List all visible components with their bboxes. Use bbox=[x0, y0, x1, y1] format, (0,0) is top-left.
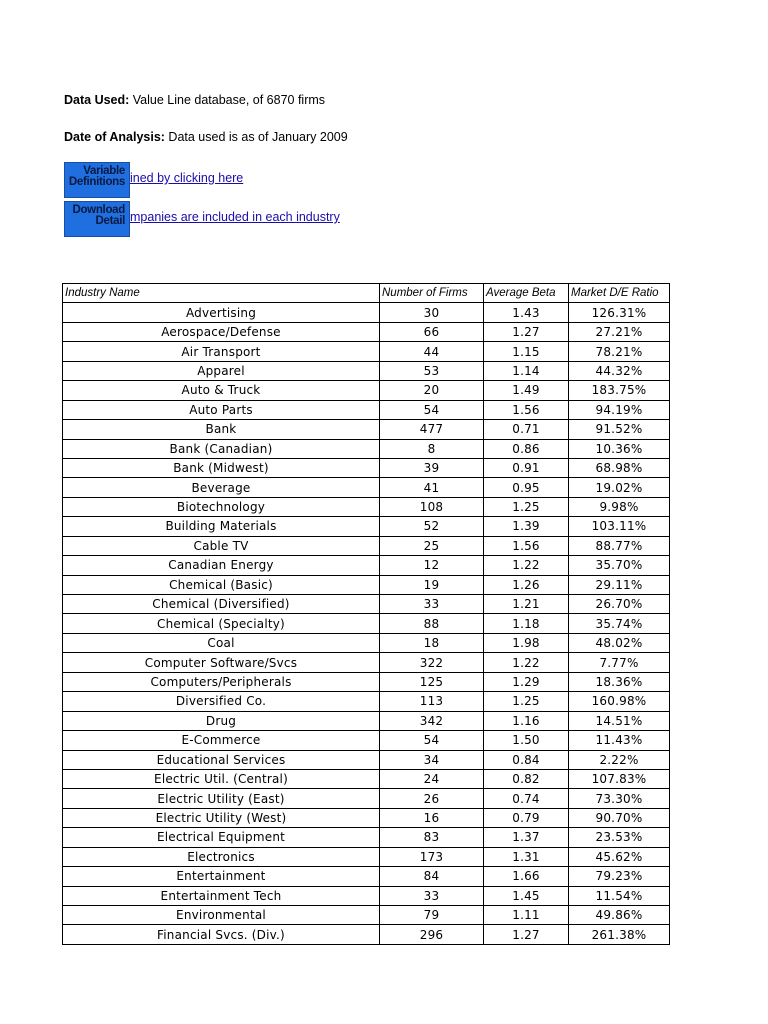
number-of-firms-cell: 30 bbox=[380, 303, 484, 322]
industry-name-cell: Educational Services bbox=[63, 750, 380, 769]
average-beta-cell: 1.27 bbox=[484, 322, 569, 341]
average-beta-cell: 1.18 bbox=[484, 614, 569, 633]
market-de-ratio-cell: 35.70% bbox=[569, 556, 670, 575]
average-beta-cell: 0.84 bbox=[484, 750, 569, 769]
table-row bbox=[63, 672, 670, 691]
industry-name-cell: Drug bbox=[63, 711, 380, 730]
table-row bbox=[63, 847, 670, 866]
industry-name-cell: Financial Svcs. (Div.) bbox=[63, 925, 380, 944]
number-of-firms-cell: 20 bbox=[380, 381, 484, 400]
download-detail-button[interactable] bbox=[64, 201, 130, 237]
date-of-analysis-line bbox=[64, 130, 348, 144]
market-de-ratio-cell: 29.11% bbox=[569, 575, 670, 594]
industry-name-cell: Electric Util. (Central) bbox=[63, 769, 380, 788]
industry-name-cell: Electric Utility (West) bbox=[63, 808, 380, 827]
average-beta-cell: 1.26 bbox=[484, 575, 569, 594]
industry-name-cell: Auto Parts bbox=[63, 400, 380, 419]
industry-name-cell: Electrical Equipment bbox=[63, 828, 380, 847]
market-de-ratio-cell: 48.02% bbox=[569, 633, 670, 652]
average-beta-cell: 1.37 bbox=[484, 828, 569, 847]
average-beta-cell: 1.98 bbox=[484, 633, 569, 652]
download-detail-link[interactable]: mpanies are included in each industry bbox=[130, 210, 340, 224]
table-row bbox=[63, 828, 670, 847]
variable-definitions-link[interactable]: ined by clicking here bbox=[130, 171, 244, 185]
data-used-label: Data Used: bbox=[64, 93, 130, 107]
table-row bbox=[63, 439, 670, 458]
industry-name-cell: Electric Utility (East) bbox=[63, 789, 380, 808]
table-row bbox=[63, 400, 670, 419]
market-de-ratio-cell: 107.83% bbox=[569, 769, 670, 788]
date-of-analysis-value: Data used is as of January 2009 bbox=[164, 130, 348, 144]
industry-name-cell: Electronics bbox=[63, 847, 380, 866]
variable-definitions-button-line1: Variable bbox=[83, 165, 125, 177]
table-row bbox=[63, 556, 670, 575]
industry-name-cell: Canadian Energy bbox=[63, 556, 380, 575]
market-de-ratio-cell: 11.43% bbox=[569, 731, 670, 750]
table-row bbox=[63, 769, 670, 788]
industry-name-cell: Bank (Midwest) bbox=[63, 458, 380, 477]
number-of-firms-cell: 296 bbox=[380, 925, 484, 944]
number-of-firms-cell: 19 bbox=[380, 575, 484, 594]
average-beta-cell: 1.39 bbox=[484, 517, 569, 536]
column-header-average-beta: Average Beta bbox=[484, 284, 569, 303]
industry-name-cell: E-Commerce bbox=[63, 731, 380, 750]
table-row bbox=[63, 478, 670, 497]
market-de-ratio-cell: 49.86% bbox=[569, 906, 670, 925]
average-beta-cell: 0.71 bbox=[484, 420, 569, 439]
table-row bbox=[63, 750, 670, 769]
number-of-firms-cell: 16 bbox=[380, 808, 484, 827]
industry-name-cell: Auto & Truck bbox=[63, 381, 380, 400]
industry-name-cell: Chemical (Diversified) bbox=[63, 595, 380, 614]
market-de-ratio-cell: 160.98% bbox=[569, 692, 670, 711]
date-of-analysis-label: Date of Analysis: bbox=[64, 130, 165, 144]
number-of-firms-cell: 39 bbox=[380, 458, 484, 477]
number-of-firms-cell: 44 bbox=[380, 342, 484, 361]
market-de-ratio-cell: 10.36% bbox=[569, 439, 670, 458]
number-of-firms-cell: 173 bbox=[380, 847, 484, 866]
average-beta-cell: 1.21 bbox=[484, 595, 569, 614]
number-of-firms-cell: 54 bbox=[380, 731, 484, 750]
market-de-ratio-cell: 183.75% bbox=[569, 381, 670, 400]
table-row bbox=[63, 886, 670, 905]
number-of-firms-cell: 88 bbox=[380, 614, 484, 633]
table-row bbox=[63, 342, 670, 361]
market-de-ratio-cell: 9.98% bbox=[569, 497, 670, 516]
market-de-ratio-cell: 73.30% bbox=[569, 789, 670, 808]
table-row bbox=[63, 906, 670, 925]
average-beta-cell: 1.16 bbox=[484, 711, 569, 730]
market-de-ratio-cell: 103.11% bbox=[569, 517, 670, 536]
industry-name-cell: Diversified Co. bbox=[63, 692, 380, 711]
number-of-firms-cell: 83 bbox=[380, 828, 484, 847]
table-row bbox=[63, 614, 670, 633]
average-beta-cell: 0.79 bbox=[484, 808, 569, 827]
number-of-firms-cell: 342 bbox=[380, 711, 484, 730]
industry-name-cell: Beverage bbox=[63, 478, 380, 497]
table-row bbox=[63, 789, 670, 808]
number-of-firms-cell: 52 bbox=[380, 517, 484, 536]
average-beta-cell: 1.56 bbox=[484, 400, 569, 419]
market-de-ratio-cell: 26.70% bbox=[569, 595, 670, 614]
industry-name-cell: Building Materials bbox=[63, 517, 380, 536]
average-beta-cell: 0.95 bbox=[484, 478, 569, 497]
number-of-firms-cell: 108 bbox=[380, 497, 484, 516]
industry-name-cell: Advertising bbox=[63, 303, 380, 322]
table-row bbox=[63, 322, 670, 341]
average-beta-cell: 0.86 bbox=[484, 439, 569, 458]
industry-name-cell: Environmental bbox=[63, 906, 380, 925]
table-row bbox=[63, 575, 670, 594]
table-row bbox=[63, 867, 670, 886]
variable-definitions-button[interactable] bbox=[64, 162, 130, 198]
average-beta-cell: 1.31 bbox=[484, 847, 569, 866]
number-of-firms-cell: 24 bbox=[380, 769, 484, 788]
number-of-firms-cell: 113 bbox=[380, 692, 484, 711]
average-beta-cell: 1.25 bbox=[484, 692, 569, 711]
table-row bbox=[63, 653, 670, 672]
industry-name-cell: Cable TV bbox=[63, 536, 380, 555]
market-de-ratio-cell: 23.53% bbox=[569, 828, 670, 847]
market-de-ratio-cell: 44.32% bbox=[569, 361, 670, 380]
table-row bbox=[63, 381, 670, 400]
table-row bbox=[63, 711, 670, 730]
number-of-firms-cell: 12 bbox=[380, 556, 484, 575]
column-header-number-of-firms: Number of Firms bbox=[380, 284, 484, 303]
average-beta-cell: 1.43 bbox=[484, 303, 569, 322]
download-detail-button-line2: Detail bbox=[95, 215, 125, 227]
industry-name-cell: Chemical (Basic) bbox=[63, 575, 380, 594]
industry-name-cell: Chemical (Specialty) bbox=[63, 614, 380, 633]
market-de-ratio-cell: 79.23% bbox=[569, 867, 670, 886]
industry-table bbox=[62, 283, 670, 945]
table-row bbox=[63, 595, 670, 614]
market-de-ratio-cell: 90.70% bbox=[569, 808, 670, 827]
average-beta-cell: 1.66 bbox=[484, 867, 569, 886]
table-row bbox=[63, 517, 670, 536]
industry-name-cell: Bank bbox=[63, 420, 380, 439]
market-de-ratio-cell: 27.21% bbox=[569, 322, 670, 341]
number-of-firms-cell: 53 bbox=[380, 361, 484, 380]
average-beta-cell: 1.15 bbox=[484, 342, 569, 361]
table-row bbox=[63, 497, 670, 516]
average-beta-cell: 1.14 bbox=[484, 361, 569, 380]
download-detail-button-line1: Download bbox=[72, 204, 125, 216]
average-beta-cell: 1.25 bbox=[484, 497, 569, 516]
table-row bbox=[63, 731, 670, 750]
industry-name-cell: Biotechnology bbox=[63, 497, 380, 516]
number-of-firms-cell: 125 bbox=[380, 672, 484, 691]
table-row bbox=[63, 692, 670, 711]
market-de-ratio-cell: 88.77% bbox=[569, 536, 670, 555]
market-de-ratio-cell: 91.52% bbox=[569, 420, 670, 439]
data-used-value: Value Line database, of 6870 firms bbox=[129, 93, 326, 107]
table-row bbox=[63, 458, 670, 477]
table-row bbox=[63, 633, 670, 652]
market-de-ratio-cell: 2.22% bbox=[569, 750, 670, 769]
industry-name-cell: Apparel bbox=[63, 361, 380, 380]
table-row bbox=[63, 925, 670, 944]
number-of-firms-cell: 477 bbox=[380, 420, 484, 439]
market-de-ratio-cell: 78.21% bbox=[569, 342, 670, 361]
number-of-firms-cell: 26 bbox=[380, 789, 484, 808]
average-beta-cell: 1.50 bbox=[484, 731, 569, 750]
number-of-firms-cell: 18 bbox=[380, 633, 484, 652]
industry-name-cell: Aerospace/Defense bbox=[63, 322, 380, 341]
average-beta-cell: 1.22 bbox=[484, 653, 569, 672]
number-of-firms-cell: 54 bbox=[380, 400, 484, 419]
number-of-firms-cell: 84 bbox=[380, 867, 484, 886]
number-of-firms-cell: 41 bbox=[380, 478, 484, 497]
average-beta-cell: 1.49 bbox=[484, 381, 569, 400]
industry-name-cell: Computers/Peripherals bbox=[63, 672, 380, 691]
market-de-ratio-cell: 261.38% bbox=[569, 925, 670, 944]
market-de-ratio-cell: 94.19% bbox=[569, 400, 670, 419]
number-of-firms-cell: 322 bbox=[380, 653, 484, 672]
table-body bbox=[63, 303, 670, 944]
industry-name-cell: Bank (Canadian) bbox=[63, 439, 380, 458]
table-row bbox=[63, 808, 670, 827]
industry-name-cell: Entertainment Tech bbox=[63, 886, 380, 905]
market-de-ratio-cell: 7.77% bbox=[569, 653, 670, 672]
market-de-ratio-cell: 14.51% bbox=[569, 711, 670, 730]
variable-definitions-button-line2: Definitions bbox=[68, 176, 125, 188]
average-beta-cell: 1.22 bbox=[484, 556, 569, 575]
number-of-firms-cell: 34 bbox=[380, 750, 484, 769]
column-header-market-de-ratio: Market D/E Ratio bbox=[569, 284, 670, 303]
market-de-ratio-cell: 45.62% bbox=[569, 847, 670, 866]
average-beta-cell: 0.74 bbox=[484, 789, 569, 808]
industry-name-cell: Air Transport bbox=[63, 342, 380, 361]
average-beta-cell: 1.11 bbox=[484, 906, 569, 925]
industry-name-cell: Entertainment bbox=[63, 867, 380, 886]
data-used-line bbox=[64, 93, 325, 107]
market-de-ratio-cell: 19.02% bbox=[569, 478, 670, 497]
average-beta-cell: 1.45 bbox=[484, 886, 569, 905]
number-of-firms-cell: 66 bbox=[380, 322, 484, 341]
average-beta-cell: 0.91 bbox=[484, 458, 569, 477]
market-de-ratio-cell: 68.98% bbox=[569, 458, 670, 477]
market-de-ratio-cell: 18.36% bbox=[569, 672, 670, 691]
table-header-row bbox=[63, 284, 670, 303]
number-of-firms-cell: 25 bbox=[380, 536, 484, 555]
average-beta-cell: 1.56 bbox=[484, 536, 569, 555]
table-row bbox=[63, 536, 670, 555]
table-row bbox=[63, 361, 670, 380]
number-of-firms-cell: 33 bbox=[380, 886, 484, 905]
column-header-industry-name: Industry Name bbox=[63, 284, 380, 303]
market-de-ratio-cell: 126.31% bbox=[569, 303, 670, 322]
table-row bbox=[63, 420, 670, 439]
number-of-firms-cell: 79 bbox=[380, 906, 484, 925]
industry-name-cell: Computer Software/Svcs bbox=[63, 653, 380, 672]
table-row bbox=[63, 303, 670, 322]
average-beta-cell: 1.29 bbox=[484, 672, 569, 691]
market-de-ratio-cell: 35.74% bbox=[569, 614, 670, 633]
number-of-firms-cell: 33 bbox=[380, 595, 484, 614]
industry-name-cell: Coal bbox=[63, 633, 380, 652]
market-de-ratio-cell: 11.54% bbox=[569, 886, 670, 905]
average-beta-cell: 0.82 bbox=[484, 769, 569, 788]
number-of-firms-cell: 8 bbox=[380, 439, 484, 458]
average-beta-cell: 1.27 bbox=[484, 925, 569, 944]
